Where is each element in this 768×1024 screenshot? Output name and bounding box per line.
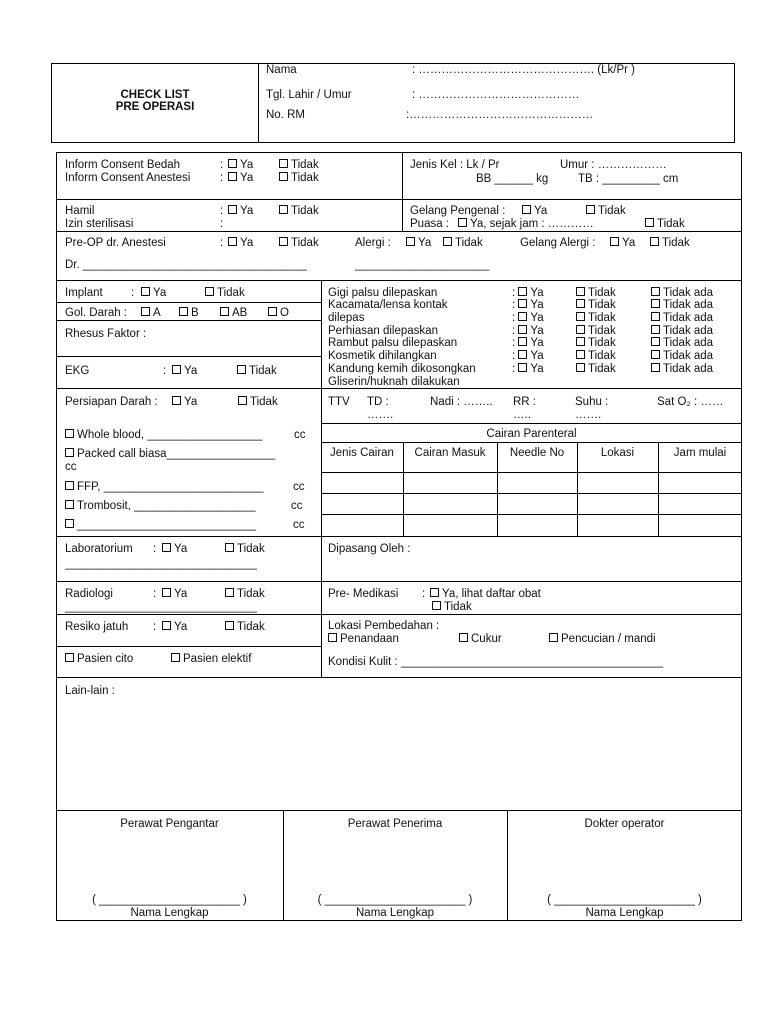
list-item-label: Gliserin/huknah dilakukan <box>328 376 460 388</box>
checkbox-icon <box>65 500 74 509</box>
checkbox-icon <box>430 588 439 597</box>
pasien-cito-option[interactable]: Pasien cito <box>65 653 133 666</box>
col-header: Needle No <box>509 447 565 459</box>
resiko-jatuh-ya[interactable]: Ya <box>162 621 187 634</box>
form-title-line1: CHECK LIST <box>120 89 190 101</box>
perhiasan-options[interactable]: : Ya <box>512 325 544 337</box>
kosmetik-tidak[interactable]: Tidak <box>576 350 616 363</box>
ttv-label: TTV <box>328 396 350 408</box>
checkbox-icon <box>279 159 288 168</box>
td-field[interactable]: ……. <box>367 409 394 421</box>
checkbox-icon <box>650 237 659 246</box>
kandung-kemih-options[interactable]: : Ya <box>512 363 544 375</box>
checkbox-icon <box>518 299 527 308</box>
cairan-parenteral-title: Cairan Parenteral <box>486 428 577 440</box>
puasa-tidak[interactable]: Tidak <box>645 218 685 231</box>
laboratorium-tidak[interactable]: Tidak <box>225 543 265 556</box>
checkbox-icon <box>65 429 74 438</box>
radiologi-line[interactable]: ______________________________ <box>65 601 257 613</box>
no-rm-field[interactable]: :………………………………………… <box>406 109 594 121</box>
checkbox-icon <box>162 621 171 630</box>
colon: : <box>153 543 157 555</box>
gelang-alergi-ya[interactable]: Ya <box>610 237 635 250</box>
col-header: Lokasi <box>600 447 635 459</box>
checkbox-icon <box>518 337 527 346</box>
alergi-tidak[interactable]: Tidak <box>443 237 483 250</box>
colon: : <box>153 621 157 633</box>
checkbox-icon <box>172 396 181 405</box>
checkbox-icon <box>576 350 585 359</box>
table-rule <box>321 442 742 443</box>
ekg-tidak[interactable]: Tidak <box>237 365 277 378</box>
checkbox-icon <box>225 621 234 630</box>
checkbox-icon <box>576 299 585 308</box>
kacamata-tidak-ada[interactable]: Tidak ada <box>651 299 713 312</box>
colon: : <box>131 287 135 299</box>
pre-medikasi-label: Pre- Medikasi <box>328 588 399 600</box>
list-item-label: dilepas <box>328 312 365 324</box>
rr-field[interactable]: ….. <box>513 409 531 421</box>
dilepas-options[interactable]: : Ya <box>512 312 544 324</box>
preop-ya[interactable]: Ya <box>228 237 253 250</box>
kosmetik-options[interactable]: : Ya <box>512 350 544 362</box>
gigi-palsu-tidak[interactable]: Tidak <box>576 287 616 300</box>
rule <box>56 614 742 615</box>
cukur-option[interactable]: Cukur <box>459 633 502 646</box>
pasien-elektif-option[interactable]: Pasien elektif <box>171 653 251 666</box>
nadi-field[interactable]: Nadi : …….. <box>430 396 493 408</box>
suhu-field[interactable]: ……. <box>575 409 602 421</box>
rule <box>56 536 742 537</box>
checkbox-icon <box>549 633 558 642</box>
colon: : <box>220 159 224 171</box>
nama-field[interactable]: : ………………………………………. (Lk/Pr ) <box>412 64 635 76</box>
checkbox-icon <box>65 653 74 662</box>
gol-darah-label: Gol. Darah : <box>65 307 127 319</box>
cc-unit: cc <box>65 461 77 473</box>
ic-bedah-ya[interactable]: Ya <box>228 159 253 172</box>
list-item-label: Perhiasan dilepaskan <box>328 325 438 337</box>
list-item-label: Kosmetik dihilangkan <box>328 350 437 362</box>
trombosit-option[interactable]: Trombosit, ___________________ <box>65 500 256 513</box>
hamil-label: Hamil <box>65 205 95 217</box>
rhesus-label: Rhesus Faktor : <box>65 328 147 340</box>
cc-unit: cc <box>293 519 305 531</box>
alergi-ya[interactable]: Ya <box>406 237 431 250</box>
checkbox-icon <box>522 205 531 214</box>
checkbox-icon <box>141 307 150 316</box>
colon: : <box>220 218 224 230</box>
pencucian-option[interactable]: Pencucian / mandi <box>549 633 656 646</box>
rule <box>56 356 321 357</box>
checkbox-icon <box>651 337 660 346</box>
ekg-ya[interactable]: Ya <box>172 365 197 378</box>
checkbox-icon <box>179 307 188 316</box>
checkbox-icon <box>279 237 288 246</box>
signature-line[interactable]: ( ______________________ ) <box>547 894 702 906</box>
signature-line[interactable]: ( ______________________ ) <box>92 894 247 906</box>
dokter-operator-label: Dokter operator <box>584 818 665 830</box>
laboratorium-label: Laboratorium <box>65 543 133 555</box>
list-item-label: Rambut palsu dilepaskan <box>328 337 458 349</box>
gol-darah-o[interactable]: O <box>268 307 289 320</box>
kacamata-options[interactable]: : Ya <box>512 299 544 311</box>
checkbox-icon <box>651 350 660 359</box>
gigi-palsu-tidak-ada[interactable]: Tidak ada <box>651 287 713 300</box>
checkbox-icon <box>459 633 468 642</box>
bb-field[interactable]: BB ______ kg <box>476 173 549 185</box>
ic-anestesi-label: Inform Consent Anestesi <box>65 172 191 184</box>
rule <box>56 581 742 582</box>
colon: : <box>220 172 224 184</box>
preop-tidak[interactable]: Tidak <box>279 237 319 250</box>
checkbox-icon <box>225 543 234 552</box>
checkbox-icon <box>576 337 585 346</box>
checkbox-icon <box>228 159 237 168</box>
perawat-penerima-label: Perawat Penerima <box>347 818 443 830</box>
checkbox-icon <box>645 218 654 227</box>
checkbox-icon <box>65 448 74 457</box>
perawat-pengantar-label: Perawat Pengantar <box>120 818 219 830</box>
lokasi-pembedahan-label: Lokasi Pembedahan : <box>328 620 440 632</box>
resiko-jatuh-tidak[interactable]: Tidak <box>225 621 265 634</box>
kondisi-kulit-field[interactable]: Kondisi Kulit : _________________________________________ <box>328 656 664 668</box>
tgl-lahir-label: Tgl. Lahir / Umur <box>266 89 352 101</box>
gelang-pengenal-label: Gelang Pengenal : <box>410 205 506 217</box>
nama-label: Nama <box>266 64 297 76</box>
kandung-kemih-tidak[interactable]: Tidak <box>576 363 616 376</box>
radiologi-ya[interactable]: Ya <box>162 588 187 601</box>
kacamata-tidak[interactable]: Tidak <box>576 299 616 312</box>
umur-field[interactable]: Umur : ……………… <box>560 159 667 171</box>
checkbox-icon <box>576 325 585 334</box>
checkbox-icon <box>651 312 660 321</box>
gol-darah-ab[interactable]: AB <box>220 307 247 320</box>
checkbox-icon <box>268 307 277 316</box>
checkbox-icon <box>65 481 74 490</box>
table-rule <box>321 472 742 473</box>
td-label: TD : <box>367 396 389 408</box>
cc-unit: cc <box>291 500 303 512</box>
col-header: Jenis Cairan <box>330 447 394 459</box>
list-item-label: Kandung kemih dikosongkan <box>328 363 476 375</box>
checkbox-icon <box>518 287 527 296</box>
gelang-pengenal-tidak[interactable]: Tidak <box>586 205 626 218</box>
perhiasan-tidak[interactable]: Tidak <box>576 325 616 338</box>
nama-lengkap-label: Nama Lengkap <box>585 907 664 919</box>
table-rule <box>321 423 742 424</box>
checkbox-icon <box>432 601 441 610</box>
hamil-tidak[interactable]: Tidak <box>279 205 319 218</box>
penandaan-option[interactable]: Penandaan <box>328 633 399 646</box>
col-header: Cairan Masuk <box>414 447 486 459</box>
checkbox-icon <box>586 205 595 214</box>
checkbox-icon <box>651 325 660 334</box>
checkbox-icon <box>225 588 234 597</box>
gelang-pengenal-ya[interactable]: Ya <box>522 205 547 218</box>
colon: : <box>220 237 224 249</box>
checkbox-icon <box>279 205 288 214</box>
kosmetik-tidak-ada[interactable]: Tidak ada <box>651 350 713 363</box>
checkbox-icon <box>406 237 415 246</box>
ffp-option[interactable]: FFP, _________________________ <box>65 481 264 494</box>
checkbox-icon <box>141 287 150 296</box>
checkbox-icon <box>237 365 246 374</box>
colon: : <box>163 365 167 377</box>
colon: : <box>422 588 426 600</box>
checkbox-icon <box>458 218 467 227</box>
checkbox-icon <box>328 633 337 642</box>
sat-o2-field[interactable]: Sat O₂ : …… <box>657 396 724 408</box>
colon: : <box>220 205 224 217</box>
checkbox-icon <box>220 307 229 316</box>
gol-darah-a[interactable]: A <box>141 307 161 320</box>
table-rule <box>321 493 742 494</box>
pre-medikasi-ya[interactable]: Ya, lihat daftar obat <box>430 588 541 601</box>
tb-field[interactable]: TB : _________ cm <box>578 173 679 185</box>
header-divider <box>258 63 259 143</box>
persiapan-darah-label: Persiapan Darah : <box>65 396 158 408</box>
checkbox-icon <box>172 365 181 374</box>
cc-unit: cc <box>294 429 306 441</box>
rule <box>56 646 321 647</box>
col-divider <box>321 280 322 677</box>
form-title-line2: PRE OPERASI <box>115 101 195 113</box>
checkbox-icon <box>518 325 527 334</box>
checkbox-icon <box>279 172 288 181</box>
laboratorium-line[interactable]: ______________________________ <box>65 558 257 570</box>
gol-darah-b[interactable]: B <box>179 307 199 320</box>
cc-unit: cc <box>293 481 305 493</box>
alergi-label: Alergi : <box>355 237 391 249</box>
col-divider <box>402 152 403 231</box>
nama-lengkap-label: Nama Lengkap <box>356 907 434 919</box>
signature-line[interactable]: ( ______________________ ) <box>317 894 473 906</box>
other-blood-option[interactable]: ____________________________ <box>65 519 256 532</box>
rule <box>56 231 742 232</box>
ic-anestesi-tidak[interactable]: Tidak <box>279 172 319 185</box>
alergi-detail-field[interactable]: _____________________ <box>355 259 490 271</box>
checkbox-icon <box>576 363 585 372</box>
preop-anestesi-label: Pre-OP dr. Anestesi <box>65 237 166 249</box>
dr-field[interactable]: Dr. ___________________________________ <box>65 259 307 271</box>
list-item-label: Gigi palsu dilepaskan <box>328 287 438 299</box>
nama-lengkap-label: Nama Lengkap <box>130 907 209 919</box>
hamil-ya[interactable]: Ya <box>228 205 253 218</box>
packed-cell-option[interactable]: Packed call biasa_________________ <box>65 448 275 461</box>
gelang-alergi-label: Gelang Alergi : <box>520 237 596 249</box>
persiapan-darah-ya[interactable]: Ya <box>172 396 197 409</box>
dilepas-tidak-ada[interactable]: Tidak ada <box>651 312 713 325</box>
checkbox-icon <box>171 653 180 662</box>
checkbox-icon <box>651 287 660 296</box>
colon: : <box>153 588 157 600</box>
resiko-jatuh-label: Resiko jatuh <box>65 621 129 633</box>
dilepas-tidak[interactable]: Tidak <box>576 312 616 325</box>
checkbox-icon <box>228 205 237 214</box>
gelang-alergi-tidak[interactable]: Tidak <box>650 237 690 250</box>
checkbox-icon <box>162 543 171 552</box>
checkbox-icon <box>238 396 247 405</box>
rule <box>56 320 321 321</box>
lain-lain-label: Lain-lain : <box>65 685 115 697</box>
pre-medikasi-tidak[interactable]: Tidak <box>432 601 472 614</box>
persiapan-darah-tidak[interactable]: Tidak <box>238 396 278 409</box>
rambut-palsu-tidak[interactable]: Tidak <box>576 337 616 350</box>
rule <box>56 810 742 811</box>
col-header: Jam mulai <box>673 447 727 459</box>
implant-ya[interactable]: Ya <box>141 287 166 300</box>
no-rm-label: No. RM <box>266 109 305 121</box>
whole-blood-option[interactable]: Whole blood, __________________ <box>65 429 262 442</box>
checkbox-icon <box>576 287 585 296</box>
checkbox-icon <box>576 312 585 321</box>
suhu-label: Suhu : <box>575 396 609 408</box>
implant-tidak[interactable]: Tidak <box>205 287 245 300</box>
checkbox-icon <box>651 299 660 308</box>
perhiasan-tidak-ada[interactable]: Tidak ada <box>651 325 713 338</box>
checkbox-icon <box>518 363 527 372</box>
radiologi-tidak[interactable]: Tidak <box>225 588 265 601</box>
checkbox-icon <box>443 237 452 246</box>
checkbox-icon <box>610 237 619 246</box>
puasa-label: Puasa : <box>410 218 449 230</box>
rambut-palsu-options[interactable]: : Ya <box>512 337 544 349</box>
rule <box>56 199 742 200</box>
izin-sterilisasi-label: Izin sterilisasi <box>65 218 134 230</box>
checkbox-icon <box>518 350 527 359</box>
checkbox-icon <box>651 363 660 372</box>
checkbox-icon <box>228 237 237 246</box>
checkbox-icon <box>65 519 74 528</box>
checkbox-icon <box>162 588 171 597</box>
puasa-ya[interactable]: Ya, sejak jam : ………… <box>458 218 594 231</box>
laboratorium-ya[interactable]: Ya <box>162 543 187 556</box>
ekg-label: EKG <box>65 365 90 377</box>
dipasang-oleh-label: Dipasang Oleh : <box>328 543 411 555</box>
rule <box>56 280 742 281</box>
tgl-lahir-field[interactable]: : …………………………………… <box>412 89 580 101</box>
rambut-palsu-tidak-ada[interactable]: Tidak ada <box>651 337 713 350</box>
rule <box>56 302 321 303</box>
implant-label: Implant <box>65 287 103 299</box>
list-item-label: Kacamata/lensa kontak <box>328 299 448 311</box>
jenis-kel-field[interactable]: Jenis Kel : Lk / Pr <box>410 159 500 171</box>
gigi-palsu-options[interactable]: : Ya <box>512 287 544 299</box>
rr-label: RR : <box>513 396 536 408</box>
ic-bedah-tidak[interactable]: Tidak <box>279 159 319 172</box>
ic-bedah-label: Inform Consent Bedah <box>65 159 181 171</box>
checkbox-icon <box>228 172 237 181</box>
ic-anestesi-ya[interactable]: Ya <box>228 172 253 185</box>
kandung-kemih-tidak-ada[interactable]: Tidak ada <box>651 363 713 376</box>
rule <box>56 677 742 678</box>
checkbox-icon <box>205 287 214 296</box>
radiologi-label: Radiologi <box>65 588 113 600</box>
checkbox-icon <box>518 312 527 321</box>
table-rule <box>321 514 742 515</box>
